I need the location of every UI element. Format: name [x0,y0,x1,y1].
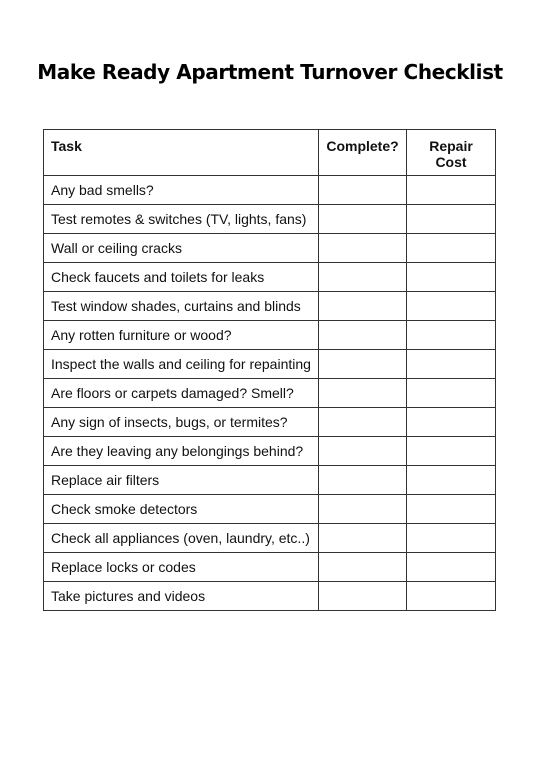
repair-cost-cell[interactable] [407,176,496,205]
task-cell: Are floors or carpets damaged? Smell? [44,379,319,408]
task-cell: Check faucets and toilets for leaks [44,263,319,292]
repair-cost-cell[interactable] [407,234,496,263]
table-row [44,263,496,292]
checklist-table [43,129,496,611]
task-cell: Test remotes & switches (TV, lights, fans) [44,205,319,234]
complete-cell[interactable] [319,466,407,495]
repair-cost-cell[interactable] [407,466,496,495]
complete-cell[interactable] [319,234,407,263]
complete-cell[interactable] [319,408,407,437]
table-row [44,437,496,466]
task-cell: Replace air filters [44,466,319,495]
header-complete: Complete? [319,130,407,176]
repair-cost-cell[interactable] [407,350,496,379]
header-task: Task [44,130,319,176]
task-cell: Test window shades, curtains and blinds [44,292,319,321]
task-cell: Any rotten furniture or wood? [44,321,319,350]
task-cell: Any sign of insects, bugs, or termites? [44,408,319,437]
repair-cost-cell[interactable] [407,553,496,582]
complete-cell[interactable] [319,437,407,466]
complete-cell[interactable] [319,582,407,611]
table-row [44,350,496,379]
complete-cell[interactable] [319,205,407,234]
table-row [44,321,496,350]
table-row [44,205,496,234]
table-row [44,466,496,495]
table-row [44,176,496,205]
complete-cell[interactable] [319,263,407,292]
task-cell: Replace locks or codes [44,553,319,582]
table-row [44,292,496,321]
repair-cost-cell[interactable] [407,205,496,234]
repair-cost-cell[interactable] [407,408,496,437]
task-cell: Take pictures and videos [44,582,319,611]
table-row [44,408,496,437]
repair-cost-cell[interactable] [407,437,496,466]
task-cell: Any bad smells? [44,176,319,205]
complete-cell[interactable] [319,495,407,524]
repair-cost-cell[interactable] [407,524,496,553]
table-row [44,524,496,553]
task-cell: Inspect the walls and ceiling for repainting [44,350,319,379]
table-row [44,582,496,611]
repair-cost-cell[interactable] [407,321,496,350]
complete-cell[interactable] [319,292,407,321]
task-cell: Are they leaving any belongings behind? [44,437,319,466]
header-repair-cost: Repair Cost [407,130,496,176]
complete-cell[interactable] [319,321,407,350]
table-row [44,379,496,408]
table-row [44,495,496,524]
repair-cost-cell[interactable] [407,582,496,611]
repair-cost-cell[interactable] [407,379,496,408]
complete-cell[interactable] [319,553,407,582]
table-header-row [44,130,496,176]
complete-cell[interactable] [319,350,407,379]
repair-cost-cell[interactable] [407,292,496,321]
task-cell: Check smoke detectors [44,495,319,524]
table-row [44,553,496,582]
complete-cell[interactable] [319,176,407,205]
page-title: Make Ready Apartment Turnover Checklist [37,60,503,84]
table-row [44,234,496,263]
repair-cost-cell[interactable] [407,495,496,524]
repair-cost-cell[interactable] [407,263,496,292]
task-cell: Check all appliances (oven, laundry, etc..) [44,524,319,553]
complete-cell[interactable] [319,524,407,553]
task-cell: Wall or ceiling cracks [44,234,319,263]
complete-cell[interactable] [319,379,407,408]
